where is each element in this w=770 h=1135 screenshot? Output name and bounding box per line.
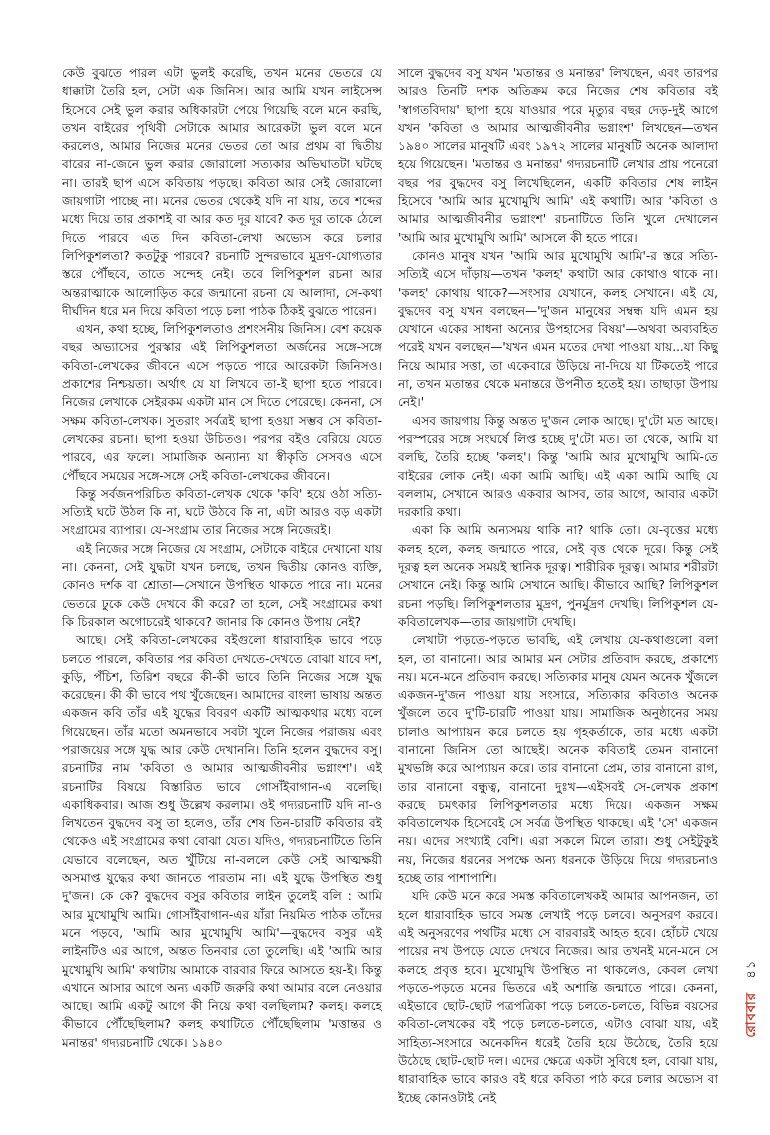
right-paragraph-6: যদি কেউ মনে করে সমস্ত কবিতালেখকই আমার আপনজন, তা হলে ধারাবাহিক ভাবে সমস্ত লেখাই পড়ে চলবে। অনুসরণ করবে। এই অনুসরণের পথটির মধ্যে সে বারবারই আহত হবে। হোঁচট খেয়ে পায়ের নখ উপড়ে যেতে দেখবে নিজের। আর তখনই মনে-মনে সে কলহে প্রবৃত্ত হবে। মুখোমুখি উপস্থিত না থাকলেও, কেবল লেখা পড়তে-পড়তে মনের ভিতরে এই অশান্তি জন্মাতে পারে। কেননা, এইভাবে ছোট-ছোট পত্রপত্রিকা পড়ে চলতে-চলতে, বিভিন্ন বয়সের কবিতা-লেখকের বই পড়ে চলতে-চলতে, এটাও বোঝা যায়, এই সাহিত্য-সংসারে অনেকদিন ধরেই তৈরি হয়ে উঠেছে, তৈরি হয়ে উঠেছে ছোট-ছোট দল। এদের ক্ষেত্রে একটা সুবিধে হল, বোঝা যায়, ধারাবাহিক ভাবে কারও বই ধরে কবিতা পাঠ করে চলার অভ্যেস বা ইচ্ছে কোনওটাই নেই	[398, 889, 718, 1105]
right-paragraph-1: সালে বুদ্ধদেব বসু যখন 'মতান্তর ও মনান্তর' লিখছেন, এবং তারপর আরও তিনটি দশক অতিক্রম করে নিজের শেষ কবিতার বই 'স্বাগতবিদায়' ছাপা হয়ে যাওয়ার পরে মৃত্যুর বছর দেড়-দুই আগে যখন 'কবিতা ও আমার আত্মজীবনীর ভগ্নাংশ' লিখছেন—তখন ১৯৪০ সালের মানুষটি এবং ১৯৭২ সালের মানুষটি অনেক আলাদা হয়ে গিয়েছেন। 'মতান্তর ও মনান্তর' গদ্যরচনাটি লেখার প্রায় পনেরো বছর পর বুদ্ধদেব বসু লিখেছিলেন, একটি কবিতার শেষ লাইন হিসেবে 'আমি আর মুখোমুখি আমি' এই কথাটি। আর 'কবিতা ও আমার আত্মজীবনীর ভগ্নাংশ' রচনাটিতে তিনি খুলে দেখালেন 'আমি আর মুখোমুখি আমি' আসলে কী হতে পারে।	[398, 66, 718, 245]
left-paragraph-1: কেউ বুঝতে পারল এটা ভুলই করেছি, তখন মনের ভেতরে যে ধাক্কাটা তৈরি হল, সেটা এক জিনিস। আর আমি যখন লাইসেন্স হিসেবে সেই ভুল করার অধিকারটা পেয়ে গিয়েছি বলে মনে করছি, তখন বাইরের পৃথিবী সেটাকে আমার আরেকটা ভুল বলে মনে করলেও, আমার নিজের মনের ভেতর তো আর প্রথম বা দ্বিতীয় বারের না-জেনে ভুল করার জোরালো সত্যকার অভিঘাতটা ঘটছে না। তারই ছাপ এসে কবিতায় পড়ছে। কবিতা আর সেই জোরালো জায়গাটা পাচ্ছে না। মনের ভেতর থেকেই যদি না যায়, তবে শব্দের মধ্যে দিয়ে তার প্রকাশই বা আর কত দূর যাবে? কত দূর তাকে ঠেলে দিতে পারবে এত দিন কবিতা-লেখা অভ্যেস করে চলার লিপিকুশলতা? কতটুকু পারবে? রচনাটি সুন্দরভাবে মুদ্রণ-যোগ্যতার স্তরে পৌঁছবে, তাতে সন্দেহ নেই। তবে লিপিকুশল রচনা আর অন্তরাত্মাকে আলোড়িত করে জন্মানো রচনা যে আলাদা, সে-কথা দীর্ঘদিন ধরে মন দিয়ে কবিতা পড়ে চলা পাঠক ঠিকই বুঝতে পারেন।	[62, 66, 382, 318]
right-paragraph-2: কোনও মানুষ যখন 'আমি আর মুখোমুখি আমি'-র স্তরে সত্যি-সত্যিই এসে দাঁড়ায়—তখন 'কলহ' কথাটা আর কোথাও থাকে না। 'কলহ' কোথায় থাকে?—সংসার যেখানে, কলহ সেখানে। এই যে, বুদ্ধদেব বসু যখন বলছেন—'দু'জন মানুষের সম্বন্ধ যদি এমন হয় যেখানে একের সাধনা অন্যের উপহাসের বিষয়'—অথবা অব্যবহিত পরেই যখন বলছেন—'যখন এমন মতের দেখা পাওয়া যায়...যা কিছু নিয়ে আমার সত্তা, তা একেবারে উড়িয়ে না-দিয়ে যা টিকতেই পারে না, তখন মতান্তর থেকে মনান্তরে উপনীত হতেই হয়। তাছাড়া উপায় নেই।'	[398, 248, 718, 410]
right-paragraph-4: একা কি আমি অন্যসময় থাকি না? থাকি তো। যে-বৃত্তের মধ্যে কলহ হলে, কলহ জন্মাতে পারে, সেই বৃত্ত থেকে দূরে। কিন্তু সেই দূরত্ব হল অনেক সময়ই স্থানিক দূরত্ব। শারীরিক দূরত্ব। আমার শরীরটা সেখানে নেই। কিন্তু আমি সেখানে আছি। কীভাবে আছি? লিপিকুশল রচনা পড়ছি। লিপিকুশলতার মুদ্রণ, পুনর্মুদ্রণ দেখছি। লিপিকুশল যে-কবিতালেখক—তার জায়গাটা দেখছি।	[398, 523, 718, 629]
page-folio	[742, 960, 763, 1038]
right-paragraph-3: এসব জায়গায় কিন্তু অন্তত দু'জন লোক আছে। দু'টো মত আছে। পরস্পরের সঙ্গে সংঘর্ষে লিপ্ত হচ্ছে দু'টো মত। তা থেকে, আমি যা বলছি, তৈরি হচ্ছে 'কলহ'। কিন্তু 'আমি আর মুখোমুখি আমি-তে বাইরের লোক নেই। একা আমি আছি। এই একা আমি আছি যে বললাম, সেখানে আরও একবার আসব, তার আগে, আবার একটা দরকারি কথা।	[398, 413, 718, 520]
right-paragraph-5: লেখাটা পড়তে-পড়তে ভাবছি, এই লেখায় যে-কথাগুলো বলা হল, তা বানানো। আর আমার মন সেটার প্রতিবাদ করছে, প্রকাশ্যে নয়। মনে-মনে প্রতিবাদ করছে। সত্যিকার মানুষ যেমন অনেক খুঁজলে একজন-দু'জন পাওয়া যায় সংসারে, সত্যিকার কবিতাও অনেক খুঁজলে তবে দু'টি-চারটি পাওয়া যায়। সামাজিক অনুষ্ঠানের সময় চালাও আপ্যায়ন করে চলতে হয় গৃহকর্তাকে, তার মধ্যে একটা বানানো জিনিস তো আছেই। অনেক কবিতাই তেমন বানানো মুখভঙ্গি করে আপ্যায়ন করে। তার বানানো প্রেম, তার বানানো রাগ, তার বানানো বন্ধুত্ব, বানানো দুঃখ—এইসবই সে-লেখক প্রকাশ করছে চমৎকার লিপিকুশলতার মধ্যে দিয়ে। একজন সক্ষম কবিতালেখক হিসেবেই সে সর্বত্র উপস্থিত থাকছে। এই 'সে' একজন নয়। এদের সংখ্যাই বেশি। এরা সকলে মিলে তারা। শুধু সেইটুকুই নয়, নিজের ধরনের সপক্ষে অন্য ধরনকে উড়িয়ে দিয়ে গদ্যরচনাও হচ্ছে তার পাশাপাশি।	[398, 633, 718, 886]
left-column	[62, 64, 382, 1124]
page-number: ৪১	[744, 960, 759, 979]
left-paragraph-2: এখন, কথা হচ্ছে, লিপিকুশলতাও প্রশংসনীয় জিনিস। বেশ কয়েক বছর অভ্যাসের পুরস্কার এই লিপিকুশলতা অর্জনের সঙ্গে-সঙ্গে কবিতা-লেখকের জীবনে এসে পড়তে পারে আরেকটা জিনিসও। প্রকাশের নিশ্চয়তা। অর্থাৎ যে যা লিখবে তা-ই ছাপা হতে পারবে। নিজের লেখাকে সেইরকম একটা মান সে দিতে পেরেছে। কেননা, সে সক্ষম কবিতা-লেখক। সুতরাং সর্বত্রই ছাপা হওয়া সম্ভব সে কবিতা-লেখকের রচনা। ছাপা হওয়া উচিতও। পরপর বইও বেরিয়ে যেতে পারবে, এর ফলে। সামাজিক অন্যান্য যা স্বীকৃতি সেসবও এসে পৌঁছবে সময়ের সঙ্গে-সঙ্গে সেই কবিতা-লেখকের জীবনে।	[62, 322, 382, 483]
left-paragraph-3: কিন্তু সর্বজনপরিচিত কবিতা-লেখক থেকে 'কবি' হয়ে ওঠা সত্যি-সত্যিই ঘটে উঠল কি না, ঘটে উঠবে কি না, এটা আরও বড় একটা সংগ্রামের ব্যাপার। যে-সংগ্রাম তার নিজের সঙ্গে নিজেরই।	[62, 486, 382, 538]
left-paragraph-4: এই নিজের সঙ্গে নিজের যে সংগ্রাম, সেটাকে বাইরে দেখানো যায় না। কেননা, সেই যুদ্ধটা যখন চলছে, তখন দ্বিতীয় কোনও ব্যক্তি, কোনও দর্শক বা শ্রোতা—সেখানে উপস্থিত থাকতে পারে না। মনের ভেতরে ঢুকে কেউ দেখবে কী করে? তা হলে, সেই সংগ্রামের কথা কি চিরকাল অগোচরেই থাকবে? জানার কি কোনও উপায় নেই?	[62, 541, 382, 629]
right-column	[398, 64, 718, 1124]
left-paragraph-5: আছে। সেই কবিতা-লেখকের বইগুলো ধারাবাহিক ভাবে পড়ে চলতে পারলে, কবিতার পর কবিতা দেখতে-দেখতে বোঝা যাবে দশ, কুড়ি, পঁচিশ, তিরিশ বছরে কী-কী ভাবে তিনি নিজের সঙ্গে যুদ্ধ করেছেন। কী কী ভাবে পথ খুঁজেছেন। আমাদের বাংলা ভাষায় অন্তত একজন কবি তাঁর এই যুদ্ধের বিবরণ একটি আত্মকথার মধ্যে বলে গিয়েছেন। তাঁর মতো অমনভাবে সবটা খুলে নিজের পরাজয় এবং পরাজয়ের সঙ্গে যুদ্ধ আর কেউ দেখাননি। তিনি হলেন বুদ্ধদেব বসু। রচনাটির নাম 'কবিতা ও আমার আত্মজীবনীর ভগ্নাংশ'। এই রচনাটির বিষয়ে বিস্তারিত ভাবে গোসাঁইবাগান-এ বলেছি। একাধিকবার। আজ শুধু উল্লেখ করলাম। ওই গদ্যরচনাটি যদি না-ও লিখতেন বুদ্ধদেব বসু তা হলেও, তাঁর শেষ তিন-চারটি কবিতার বই থেকেও এই সংগ্রামের কথা বোঝা যেত। যদিও, গদ্যরচনাটিতে তিনি যেভাবে বলেছেন, অত খুঁটিয়ে না-বললে কেউ সেই আত্মক্ষয়ী অসমাপ্ত যুদ্ধের কথা জানতে পারতাম না। এই যুদ্ধে উপস্থিত শুধু দু'জন। কে কে? বুদ্ধদেব বসুর কবিতার লাইন তুলেই বলি : আমি আর মুখোমুখি আমি। গোসাঁইবাগান-এর যাঁরা নিয়মিত পাঠক তাঁদের মনে পড়বে, 'আমি আর মুখোমুখি আমি'—বুদ্ধদেব বসুর এই লাইনটিও এর আগে, অন্তত তিনবার তো তুলেছি। এই 'আমি আর মুখোমুখি আমি' কথাটায় আমাকে বারবার ফিরে আসতে হয়-ই। কিন্তু এখানে আসার আগে অন্য একটি জরুরি কথা আমার বলে নেওয়ার আছে। আমি একটু আগে কী নিয়ে কথা বলছিলাম? কলহ। কলহে কীভাবে পৌঁছেছিলাম? কলহ কথাটিতে পৌঁছেছিলাম 'মত্তান্তর ও মনান্তর' গদ্যরচনাটি থেকে। ১৯৪০	[62, 633, 382, 1050]
magazine-name: রোববার	[744, 992, 759, 1038]
